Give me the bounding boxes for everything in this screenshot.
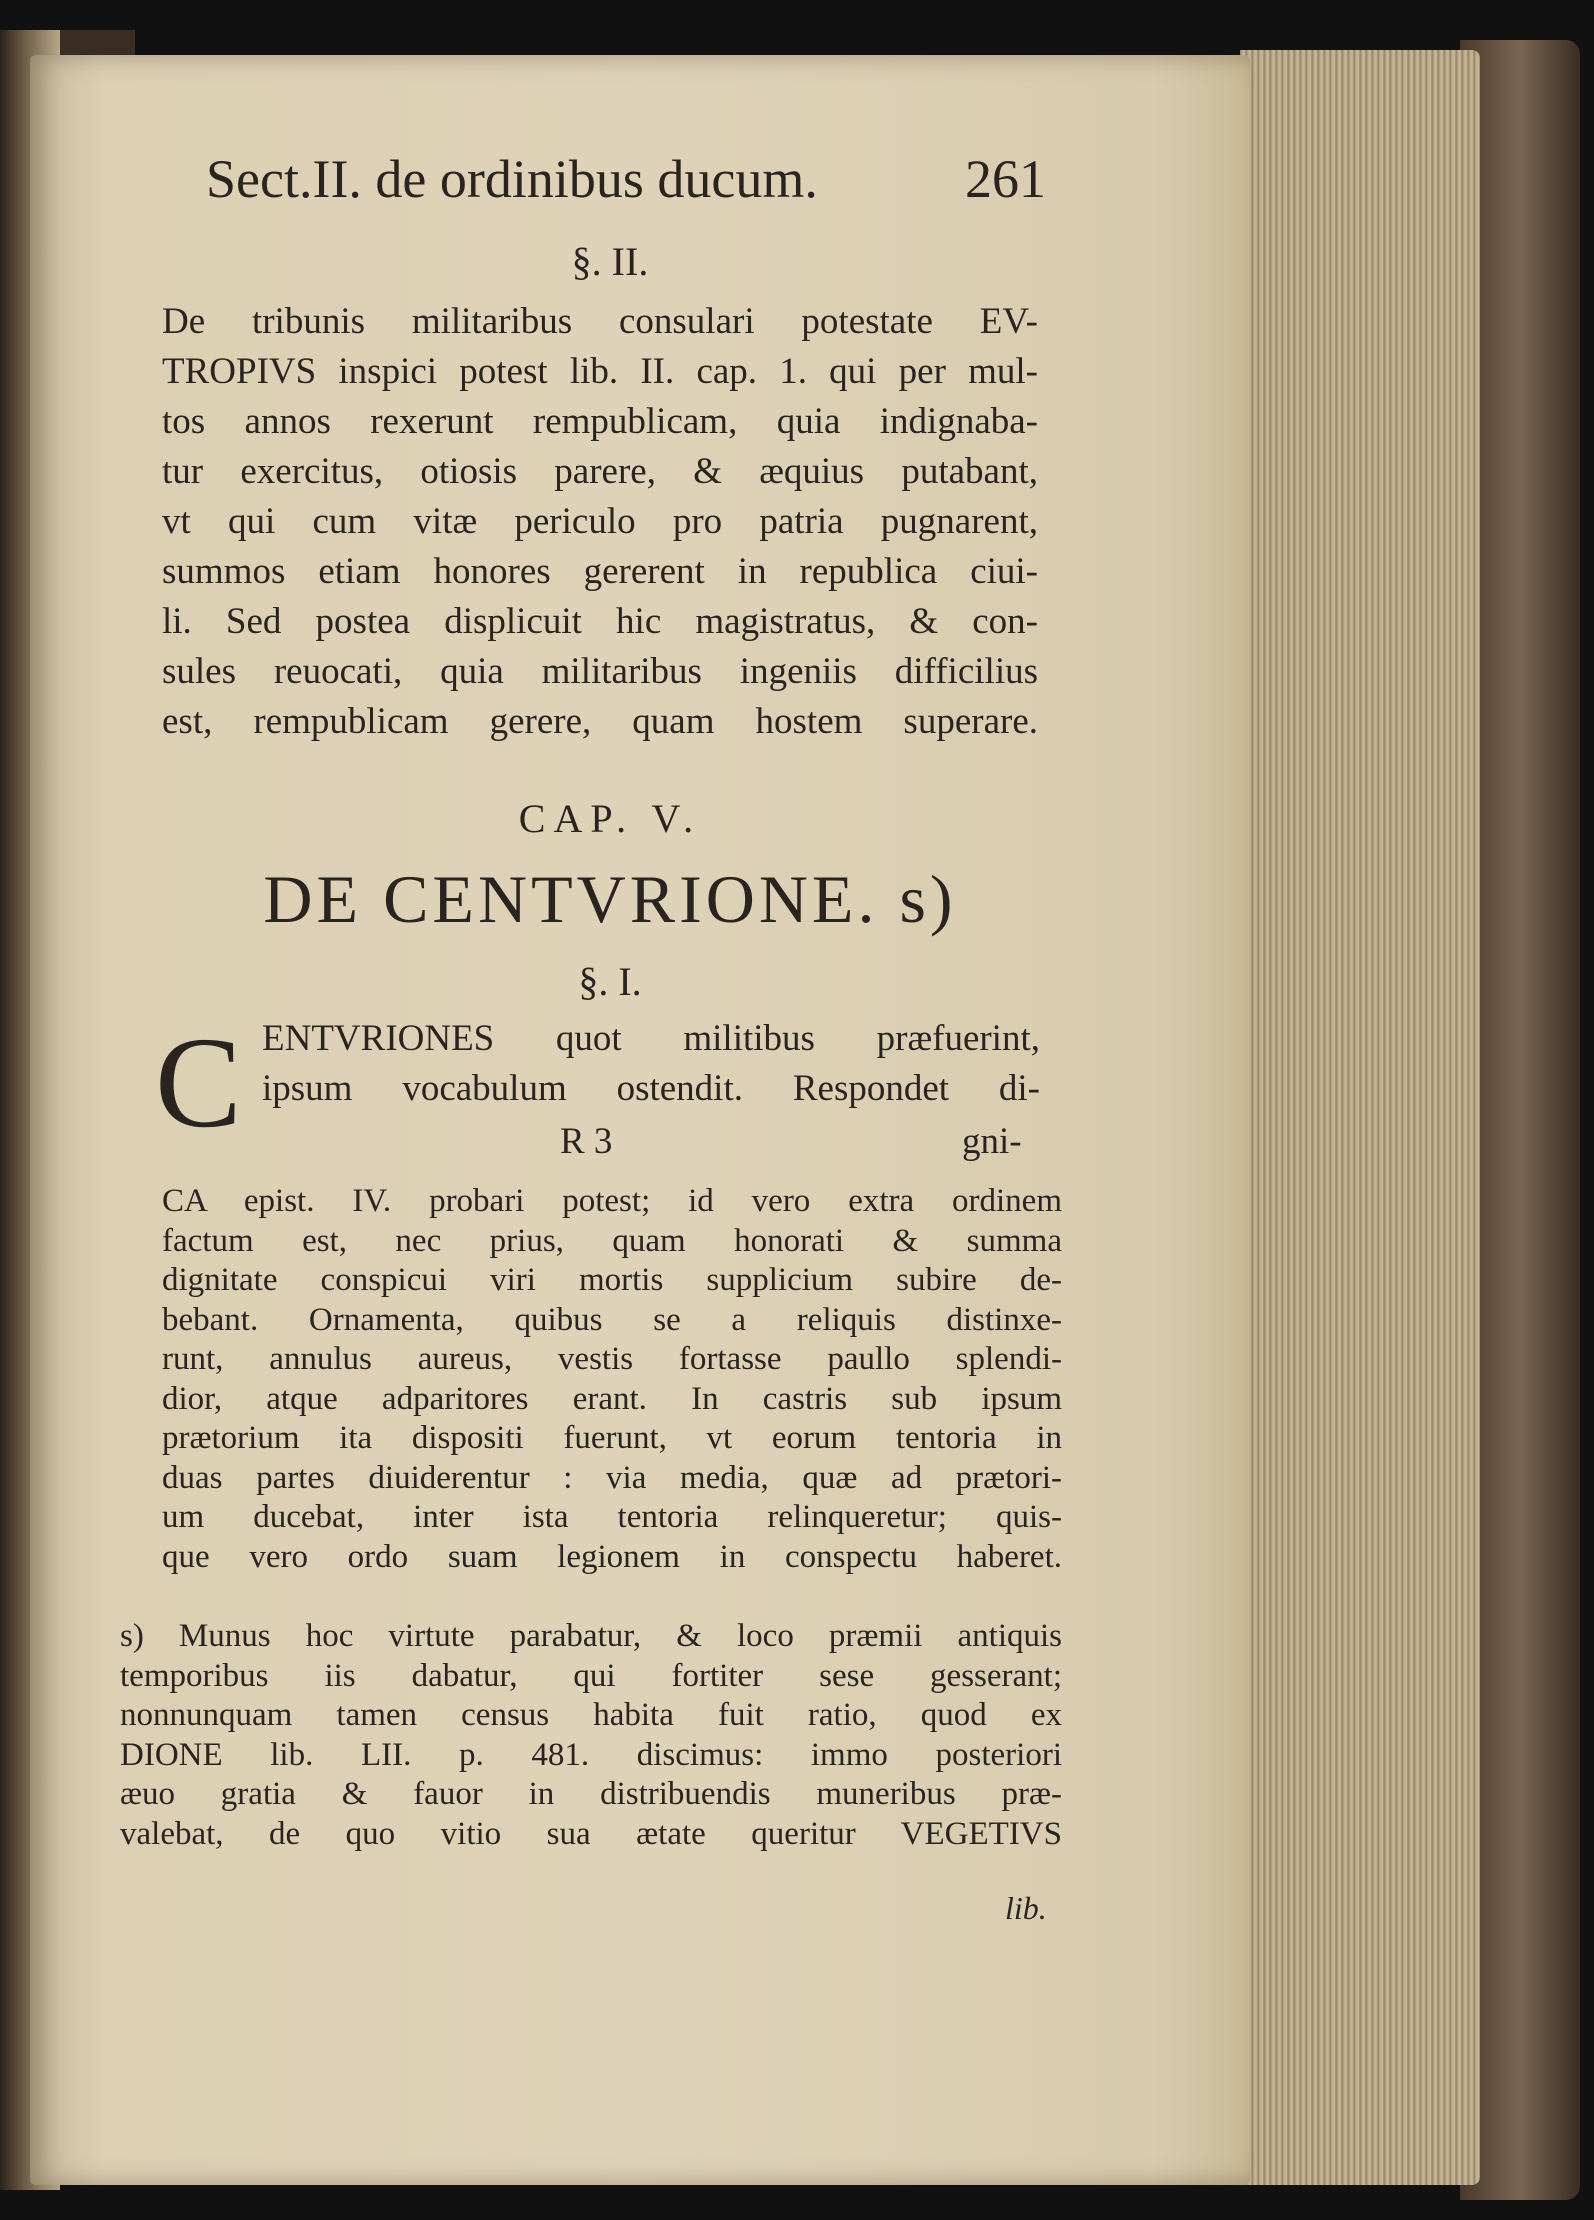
footnote-continuation-line-8: duas partes diuiderentur : via media, quæ ad prætori- <box>162 1459 1062 1496</box>
footnote-continuation-line-6: dior, atque adparitores erant. In castris sub ipsum <box>162 1380 1062 1417</box>
page-number: 261 <box>965 149 1046 209</box>
running-title: Sect.II. de ordinibus ducum. <box>206 149 818 209</box>
running-header <box>206 148 1046 218</box>
footnote-s-line-5: æuo gratia & fauor in distribuendis muneribus præ- <box>120 1776 1062 1812</box>
footnote-s-line-3: nonnunquam tamen census habita fuit ratio, quod ex <box>120 1697 1062 1733</box>
section-ii-line-3: tos annos rexerunt rempublicam, quia indignaba- <box>162 401 1038 442</box>
section-ii-line-9: est, rempublicam gerere, quam hostem superare. <box>162 701 1038 742</box>
section-marker-ii: §. II. <box>571 239 649 284</box>
section-i-line-2: ipsum vocabulum ostendit. Respondet di- <box>262 1068 1040 1109</box>
section-ii-line-6: summos etiam honores gererent in republica ciui- <box>162 551 1038 592</box>
footnote-s-line-4: DIONE lib. LII. p. 481. discimus: immo posteriori <box>120 1736 1062 1773</box>
footnote-catchword: lib. <box>1005 1890 1047 1926</box>
signature-mark: R 3 <box>560 1121 613 1162</box>
section-ii-line-4: tur exercitus, otiosis parere, & æquius putabant, <box>162 451 1038 492</box>
section-i-line-1: ENTVRIONES quot militibus præfuerint, <box>262 1018 1040 1059</box>
catchword: gni- <box>962 1121 1022 1162</box>
footnote-continuation-line-7: prætorium ita dispositi fuerunt, vt eorum tentoria in <box>162 1420 1062 1456</box>
footnote-continuation-line-10: que vero ordo suam legionem in conspectu haberet. <box>162 1538 1062 1575</box>
footnote-continuation-line-3: dignitate conspicui viri mortis supplicium subire de- <box>162 1262 1062 1298</box>
section-ii-line-5: vt qui cum vitæ periculo pro patria pugnarent, <box>162 501 1038 542</box>
footnote-s-line-1: s) Munus hoc virtute parabatur, & loco præmii antiquis <box>120 1618 1062 1654</box>
section-ii-line-2: TROPIVS inspici potest lib. II. cap. 1. qui per mul- <box>162 351 1038 392</box>
footnote-continuation-line-9: um ducebat, inter ista tentoria relinqueretur; quis- <box>162 1499 1062 1535</box>
footnote-s-line-6: valebat, de quo vitio sua ætate queritur VEGETIVS <box>120 1815 1062 1852</box>
footnote-continuation-line-5: runt, annulus aureus, vestis fortasse paullo splendi- <box>162 1341 1062 1377</box>
footnote-continuation-line-4: bebant. Ornamenta, quibus se a reliquis distinxe- <box>162 1301 1062 1338</box>
section-ii-line-1: De tribunis militaribus consulari potestate EV- <box>162 301 1038 342</box>
footnote-s-line-2: temporibus iis dabatur, qui fortiter sese gesserant; <box>120 1657 1062 1694</box>
drop-cap: C <box>155 1011 242 1155</box>
chapter-label: CAP. V. <box>518 796 702 841</box>
section-ii-line-7: li. Sed postea displicuit hic magistratus, & con- <box>162 601 1038 642</box>
footnote-continuation-line-2: factum est, nec prius, quam honorati & summa <box>162 1222 1062 1259</box>
chapter-title: DE CENTVRIONE. s) <box>263 861 957 937</box>
section-ii-line-8: sules reuocati, quia militaribus ingeniis difficilius <box>162 651 1038 692</box>
page-fore-edge <box>1240 50 1480 2185</box>
section-marker-i: §. I. <box>578 959 642 1004</box>
footnote-continuation-line-1: CA epist. IV. probari potest; id vero extra ordinem <box>162 1183 1062 1219</box>
